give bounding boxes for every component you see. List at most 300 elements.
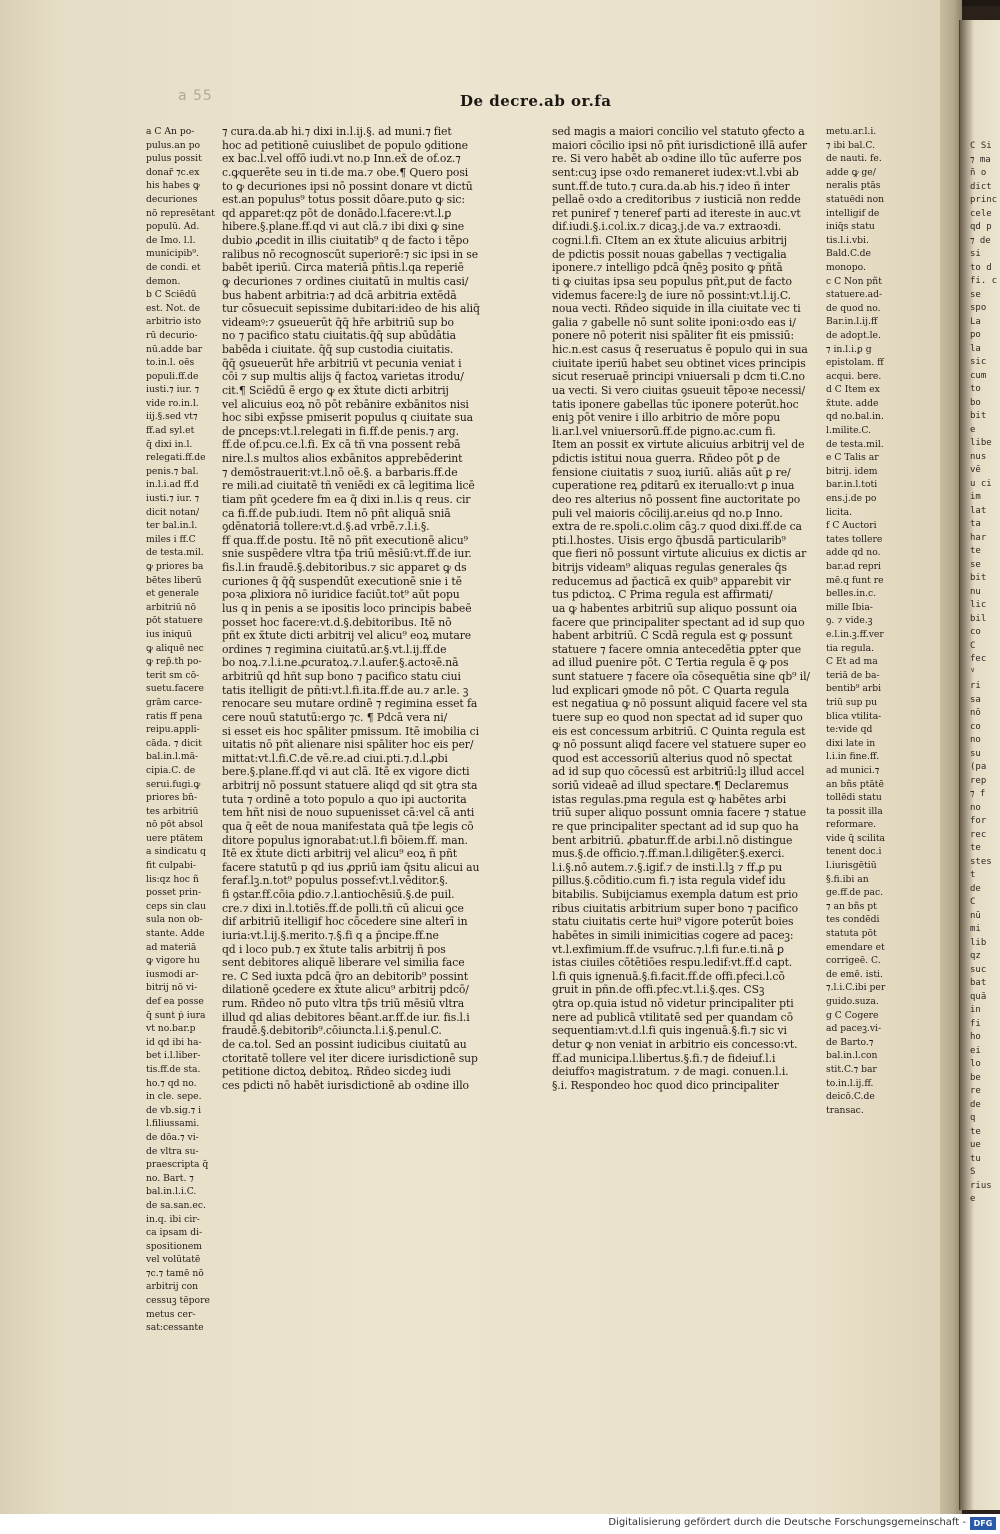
text-line: ad illud ꝑuenire pōt. C Tertia regula ē ꝙ pos	[552, 656, 789, 670]
text-line: dilationē ꝯcedere ex x̄tute alicu⁹ arbitrij pdcō/	[222, 983, 469, 997]
text-line: sula non ob-	[146, 914, 203, 926]
text-line: tes condēdi	[826, 914, 880, 926]
text-line: re. C Sed iuxta pdcā q̄ro an debitorib⁹ possint	[222, 969, 468, 983]
text-line: to.in.l. oēs	[146, 357, 195, 369]
text-line: feraf.lꝫ.n.tot⁹ populus possef:vt.l.vēditor.§.	[222, 874, 449, 888]
text-line: sat:cessante	[146, 1322, 204, 1334]
text-line: sequentiam:vt.d.l.fi quis ingenuā.§.fi.⁊ sic vi	[552, 1024, 787, 1038]
text-line: populi.ff.de	[146, 370, 199, 382]
text-line: cogni.l.fi. CItem an ex x̄tute alicuius arbitrij	[552, 234, 787, 247]
text-line: bitabilis. Subijciamus exempla datum est prio	[552, 888, 798, 901]
text-line: ad paceꝫ.vi-	[826, 1023, 882, 1035]
text-line: pti.l.hostes. Uisis ergo q̄busdā particularib⁹	[552, 533, 786, 547]
text-line: sunt statuere ⁊ facere oīa cōsequētia sine qb⁹ il/	[552, 670, 810, 683]
text-line: tates tollere	[826, 533, 883, 545]
text-line: tur cōsuecuit sepissime dubitari:ideo de his aliq̄	[222, 302, 480, 316]
text-line: guido.suza.	[826, 996, 879, 1007]
text-line: neralis ptās	[826, 180, 881, 192]
text-line: adde ꝙ ge/	[826, 166, 876, 178]
text-line: bar.ad repri	[826, 561, 881, 572]
text-line: arbitrio isto	[146, 316, 202, 328]
text-line: tem hñt nisi de nouo supuenisset cā:vel cā anti	[222, 806, 475, 820]
text-line: ter bal.in.l.	[146, 520, 198, 532]
text-line: ⁊ ibi bal.C.	[826, 139, 876, 151]
text-line: hoc ad petitionē cuiuslibet de populo ꝯditione	[222, 138, 468, 152]
text-line: pellaē oꝛdo a creditoribus ⁊ iusticiā non redde	[552, 193, 801, 207]
text-line: e.l.in.ꝫ.ff.ver	[826, 628, 884, 640]
text-line: habētes in simili inimicitias cogere ad paceꝫ:	[552, 928, 794, 942]
text-line: hoc sibi exp̄sse pmiserit populus q ciuitate sua	[222, 411, 474, 425]
text-line: ratis ff pena	[146, 710, 203, 722]
text-line: emendare et	[826, 941, 885, 953]
text-line: ordines ⁊ regimina ciuitatū.ar.§.vt.l.ij.ff.de	[222, 642, 447, 656]
text-line: reformare.	[826, 819, 877, 831]
text-line: nere ad publicā vtilitatē sed per quandam cō	[552, 1010, 794, 1024]
text-line: sicut reseruaē principi vniuersali p dcm ti.C.no	[552, 370, 805, 384]
text-line: tatis itelligit de pñti:vt.l.fi.ita.ff.de au.⁊ ar.le. ꝫ	[222, 683, 469, 697]
text-line: nō represētant	[146, 207, 215, 219]
text-line: istas ciuiles cōtētiōes respu.ledif:vt.ff.d capt.	[552, 956, 793, 970]
text-line: lis:qz hoc ñ	[146, 873, 199, 885]
text-line: de Barto.⁊	[826, 1036, 874, 1048]
text-line: ꝙ vigore hu	[146, 955, 200, 967]
text-line: deiuffoꝛ magistratum. ⁊ de magi. conuen.l.i.	[552, 1065, 789, 1079]
text-line: bitrij nō vi-	[146, 982, 198, 994]
text-line: statuere ⁊ facere omnia antecedētia ꝑpter que	[552, 642, 802, 656]
text-line: §.i. Respondeo hoc quod dico principaliter	[552, 1078, 779, 1092]
text-line: blica vtilita-	[826, 710, 882, 722]
text-line: deicō.C.de	[826, 1091, 875, 1103]
text-line: suetu.facere	[146, 683, 204, 695]
text-line: dubio ꝓcedit in illis ciuitatib⁹ q de facto i tēpo	[222, 234, 469, 247]
text-line: ge.ff.de pac.	[826, 887, 884, 899]
text-line: ua ꝙ habentes arbitriū sup aliquo possunt oia	[552, 601, 798, 615]
text-line: ⁊ demōstrauerit:vt.l.nō oē.§. a barbaris.ff.de	[222, 465, 458, 479]
text-line: tia regula.	[826, 642, 874, 654]
text-line: municipib⁹.	[146, 248, 199, 260]
text-line: bētes liberū	[146, 574, 202, 586]
text-line: decuriones	[146, 193, 198, 205]
text-line: C Et ad ma	[826, 656, 878, 668]
text-line: eniꝫ pōt venire i illo arbitrio de mōre popu	[552, 411, 781, 425]
text-line: tus pdictoꝝ. C Prima regula est affirmati/	[552, 588, 773, 602]
text-line: nire.l.s multos alios exbānitos apprebēderint	[222, 452, 463, 465]
text-line: iponere.⁊ intelligo pdcā q̄nēꝫ posito ꝙ pñtā	[552, 261, 783, 275]
text-line: et generale	[146, 588, 199, 600]
text-line: arbitriū nō	[146, 601, 196, 613]
text-line: pulus possit	[146, 153, 202, 165]
text-line: triū sup pu	[826, 696, 878, 708]
text-line: ralibus nō recognoscūt superiorē:⁊ sic ipsi in se	[222, 247, 479, 261]
text-line: ⁊ cura.da.ab hi.⁊ dixi in.l.ij.§. ad muni.⁊ fiet	[222, 125, 452, 138]
text-line: ⁊ an bñs pt	[826, 900, 877, 912]
text-line: ad materiā	[146, 941, 197, 953]
text-line: statuēdi non	[826, 193, 885, 205]
text-line: ⁊c.⁊ tamē nō	[146, 1267, 204, 1279]
next-leaf-text-fragment: C Si ⁊ ma ñ o dict princ cele qd p ⁊ de si to d fi. c se spo La po la sic cum to bo bit e libe nus vē u ci im lat ta har te se bit nu lic bil co C fec ⱽ ri sa nō co no su (pa rep ⁊ f no for rec te stes t de C nū mi lib qz suc bat quā in fi ho ei lo be re de q te ue tu S rius e	[970, 141, 998, 1204]
text-line: cipia.C. de	[146, 764, 196, 776]
text-line: illud qd alias debitores bēant.ar.ff.de iur. fis.l.i	[222, 1010, 470, 1024]
text-line: b C Sciēdū	[146, 289, 197, 301]
text-line: c.ꝙquerēte seu in ti.de ma.⁊ obe.¶ Quero posi	[222, 165, 469, 179]
text-line: l.milite.C.	[826, 425, 872, 437]
text-line: bere.§.plane.ff.qd vi aut clā. Itē ex vigore dicti	[222, 765, 470, 779]
text-line: fis.l.in fraudē.§.debitoribus.⁊ sic apparet ꝙ ds	[222, 561, 467, 574]
text-line: ceps sin clau	[146, 900, 207, 912]
text-line: iniq̄s statu	[826, 221, 875, 233]
text-line: babēda i ciuitate. q̄q̄ sup custodia ciuitatis.	[222, 343, 454, 356]
text-line: ca ipsam di-	[146, 1227, 203, 1239]
text-line: mille Ibia-	[826, 601, 873, 613]
text-line: ꝙ rep̃.th po-	[146, 656, 202, 668]
text-line: mus.§.de officio.⁊.ff.man.l.diligēter.§.exerci.	[552, 847, 785, 861]
text-line: renocare seu mutare ordinē ⁊ regimina esset fa	[222, 697, 478, 711]
text-line: de condi. et	[146, 261, 201, 273]
text-line: arbitrij con	[146, 1281, 199, 1293]
text-line: statuere.ad-	[826, 289, 883, 301]
text-line: soriū videaē ad illud spectare.¶ Declaremus	[552, 779, 789, 792]
text-line: d C Item ex	[826, 384, 880, 396]
text-line: de adopt.le.	[826, 329, 881, 341]
text-line: est negatiua ꝙ nō possunt aliquid facere vel sta	[552, 697, 808, 711]
running-head: De decre.ab or.fa	[460, 92, 612, 110]
text-line: triū super aliquo possunt omnia facere ⁊ statue	[552, 806, 807, 820]
text-line: de Imo. l.l.	[146, 234, 196, 246]
text-line: Bald.C.de	[826, 248, 871, 260]
text-line: fi ꝯstar.ff.cōia ꝑdio.⁊.l.antiochēsiū.§.de puil.	[222, 888, 455, 901]
text-line: Item an possit ex virtute alicuius arbitrij vel de	[552, 438, 805, 452]
text-line: lud explicari ꝯmode nō pōt. C Quarta regula	[552, 683, 790, 697]
text-line: li.ar.l.vel vniuersorū.ff.de pigno.ac.cum fi.	[552, 424, 776, 438]
text-line: est. Not. de	[146, 302, 201, 314]
text-line: ctoritatē tollere vel iter dicere iurisdictionē sup	[222, 1051, 478, 1065]
text-line: bent arbitriū. ꝓbatur.ff.de arbi.l.nō distingue	[552, 833, 793, 847]
pencil-folio-note: a 55	[178, 88, 213, 104]
text-line: tes arbitriū	[146, 805, 199, 817]
text-line: l.iurisgētiū	[826, 860, 877, 872]
text-line: nō pōt absol	[146, 819, 203, 831]
text-line: ca fi.ff.de pub.iudi. Item nō pñt aliquā sniā	[222, 506, 451, 520]
text-line: extra de re.spoli.c.olim cāꝫ.⁊ quod dixi.ff.de ca	[552, 520, 802, 534]
text-line: ⁊ in.l.i.ꝑ g	[826, 343, 872, 355]
text-line: de pdictis possit nouas gabellas ⁊ vectigalia	[552, 247, 787, 261]
text-line: que fieri nō possunt virtute alicuius ex dictis ar	[552, 547, 807, 561]
text-line: teriā de ba-	[826, 669, 880, 681]
text-line: vel volūtatē	[146, 1254, 201, 1266]
text-line: belles.in.c.	[826, 588, 877, 600]
text-line: ad id sup quo cōcessū est arbitriū:lꝫ illud accel	[552, 765, 805, 779]
text-line: cāda. ⁊ dicit	[146, 737, 202, 749]
text-line: de testa.mil.	[146, 547, 204, 559]
text-line: cre.⁊ dixi in.l.totiēs.ff.de polli.tñ cū alicui ꝯce	[222, 901, 464, 915]
text-line: reipu.appli-	[146, 724, 200, 736]
text-line: grām carce-	[146, 696, 203, 708]
text-line: an bñs ptātē	[826, 778, 884, 790]
text-line: vide q̄ scilita	[826, 832, 886, 844]
text-line: bal.in.l.mā-	[146, 751, 199, 763]
text-line: petitione dictoꝝ debitoꝝ. Rñdeo sicdeꝫ iudi	[222, 1065, 451, 1079]
text-line: poꝛa ꝓlixiora nō iuridice faciūt.tot⁹ aūt popu	[222, 588, 460, 602]
dfg-logo: DFG	[970, 1517, 996, 1530]
text-line: corrigeē. C.	[826, 955, 881, 967]
text-line: mittat:vt.l.fi.C.de vē.re.ad ciui.pti.⁊.d.l.ꝓbi	[222, 751, 448, 765]
text-line: nū.adde bar	[146, 343, 203, 355]
text-line: galia ⁊ gabelle nō sunt solite iponi:oꝛdo eas i/	[552, 315, 796, 329]
text-line: populū. Ad.	[146, 221, 200, 233]
text-line: deo res alterius nō possent fine auctoritate po	[552, 492, 801, 506]
text-line: q̄q̄ ꝯsueuerūt hr̄e arbitriū vt pecunia veniat i	[222, 356, 462, 370]
text-line: ꝯdēnatoriā tollere:vt.d.§.ad vrbē.⁊.l.i.§.	[222, 520, 430, 534]
text-line: dif.iudi.§.i.col.ix.⁊ dicaꝫ.j.de va.⁊ extraoꝛdi.	[552, 220, 782, 234]
text-line: vt no.bar.p	[146, 1023, 196, 1035]
text-line: ciuitate iperiū habet seu obtinet vices principis	[552, 356, 806, 370]
text-line: de dōa.⁊ vi-	[146, 1131, 199, 1143]
text-line: ua vecti. Si vero ciuitas ꝯsueuit tēpoꝛe necessi/	[552, 383, 806, 397]
text-line: epistolam. ff	[826, 357, 884, 369]
text-line: statuta pōt	[826, 928, 877, 940]
text-line: Itē ex x̄tute dicti arbitrij vel alicu⁹ eoꝝ ñ pñt	[222, 847, 458, 861]
text-line: facere statutū p qd ius ꝓpriū iam q̄situ alicui au	[222, 860, 480, 874]
text-line: detur ꝙ non veniat in arbitrio eis concesso:vt.	[552, 1037, 798, 1051]
text-line: a sindicatu q	[146, 846, 206, 858]
text-line: ff.de of.pcu.ce.l.fi. Ex cā tñ vna possent rebā	[222, 438, 461, 452]
text-line: dixi late in	[826, 737, 876, 749]
text-line: posset prin-	[146, 887, 202, 899]
text-line: ti ꝙ ciuitas ipsa seu populus pñt,put de facto	[552, 274, 792, 288]
text-line: serui.fugi.ꝙ	[146, 778, 201, 790]
text-line: istas regulas.pma regula est ꝙ habētes arbi	[552, 792, 787, 806]
text-line: no. Bart. ⁊	[146, 1172, 194, 1184]
text-line: vide ro.in.l.	[146, 397, 199, 409]
text-line: arbitrij nō possunt statuere aliqd qd sit ꝯtra sta	[222, 779, 478, 792]
text-line: puli vel maioris cōcilij.ar.eius qd no.p Inno.	[552, 506, 783, 520]
text-line: cere nouū statutū:ergo ⁊c. ¶ Pdcā vera ni/	[222, 710, 448, 724]
text-line: intelligif de	[826, 207, 880, 219]
text-line: licita.	[826, 506, 853, 518]
text-line: te:vide qd	[826, 724, 873, 736]
text-line: curiones q̄ q̄q̄ suspendūt executionē snie i tē	[222, 574, 462, 588]
text-line: ditore populus ignorabat:ut.l.fi bōiem.ff. man.	[222, 833, 468, 847]
text-line: to ꝙ decuriones ipsi nō possint donare vt dictū	[222, 179, 473, 193]
text-line: iusti.⁊ iur. ⁊	[146, 493, 200, 505]
text-line: qd no.bal.in.	[826, 411, 884, 423]
digitization-footer	[0, 1514, 1000, 1534]
text-line: de quod no.	[826, 302, 881, 314]
text-line: praescripta q̄	[146, 1159, 209, 1171]
text-line: lus q in penis a se ipositis loco principis babeē	[222, 601, 472, 615]
text-line: habent arbitriū. C Scdā regula est ꝙ possunt	[552, 629, 793, 643]
left-margin-gloss	[146, 125, 220, 1334]
text-line: gruit in pñn.de offi.pfec.vt.l.i.§.qes. CSꝫ	[552, 983, 765, 997]
text-line: statu ciuitatis certe hui⁹ vigore poterūt boies	[552, 915, 794, 929]
text-line: penis.⁊ bal.	[146, 465, 199, 477]
text-line: ff qua.ff.de postu. Itē nō pñt executionē alicu⁹	[222, 533, 468, 547]
text-line: ad munici.⁊	[826, 764, 880, 776]
text-line: relegati.ff.de	[146, 452, 206, 464]
next-leaf-edge	[959, 20, 1000, 1510]
text-line: ff.ad syl.et	[146, 425, 195, 437]
text-line: maiori cōcilio ipsi nō pñt iurisdictionē illā aufer	[552, 138, 807, 152]
text-line: fit culpabi-	[146, 860, 197, 872]
text-line: de ca.tol. Sed an possint iudicibus ciuitatū au	[222, 1037, 467, 1051]
text-line: de nauti. fe.	[826, 153, 882, 165]
text-line: uere ptātem	[146, 832, 203, 844]
text-line: tollēdi statu	[826, 792, 882, 804]
text-line: rum. Rñdeo nō puto vltra tp̄s triū mēsiū vltra	[222, 997, 465, 1010]
text-line: ta possit illa	[826, 805, 883, 817]
text-line: f C Auctori	[826, 520, 877, 532]
text-line: ff.ad municipa.l.libertus.§.fi.⁊ de fideiuf.l.i	[552, 1051, 776, 1065]
text-line: cōi ⁊ sup multis alijs q̄ factoꝝ varietas itrodu/	[222, 370, 464, 384]
text-line: bus habent arbitria:⁊ ad dcā arbitria extēdā	[222, 288, 457, 302]
text-line: arbitriū qd hñt sup bono ⁊ pacifico statu ciui	[222, 670, 461, 683]
text-line: tenent doc.i	[826, 846, 882, 858]
text-line: iuria:vt.l.ij.§.merito.⁊.§.fi q a p̄ncipe.ff.ne	[222, 928, 439, 942]
text-line: pillus.§.cōditio.cum fi.⁊ ista regula videf idu	[552, 874, 786, 888]
text-line: bentib⁹ arbi	[826, 683, 882, 695]
text-line: ꝯtra op.quia istud nō videtur principaliter pti	[552, 997, 794, 1010]
text-line: videamꝰ:⁊ ꝯsueuerūt q̄q̄ hr̄e arbitriū sup bo	[222, 315, 454, 329]
text-line: pdictis istitui noua guerra. Rñdeo pōt ꝑ de	[552, 452, 780, 465]
text-line: pōt statuere	[146, 615, 203, 627]
funding-credit: Digitalisierung gefördert durch die Deutsche Forschungsgemeinschaft -	[608, 1517, 966, 1528]
text-line: hibere.§.plane.ff.qd vi aut clā.⁊ ibi dixi ꝙ sine	[222, 220, 465, 234]
text-line: dif arbitriū itelligif hoc cōcedere sine alterī in	[222, 915, 468, 929]
text-line: ꝙ aliquē nec	[146, 642, 204, 654]
text-line: §.fi.ibi an	[826, 873, 869, 885]
text-line: ꝙ priores ba	[146, 561, 204, 572]
text-line: qd apparet:qz pōt de donādo.l.facere:vt.l.ꝑ	[222, 206, 452, 220]
text-line: iij.§.sed vt⁊	[146, 411, 198, 423]
text-line: Bar.in.l.ij.ff	[826, 316, 878, 328]
text-line: ius iniquū	[146, 628, 193, 640]
text-line: priores bn̄-	[146, 792, 198, 804]
text-line: miles i ff.C	[146, 533, 196, 545]
text-line: rū decurio-	[146, 329, 198, 341]
text-line: iusti.⁊ iur. ⁊	[146, 384, 200, 396]
text-line: ex bac.l.vel offō iudi.vt no.p Inn.ex̄ de of.oz.⁊	[222, 152, 461, 166]
text-line: no ⁊ pacifico statu ciuitatis.q̄q̄ sup abūdātia	[222, 329, 456, 343]
text-line: dicit notan/	[146, 506, 200, 518]
text-line: in.q. ibi cir-	[146, 1213, 200, 1225]
text-line: terit sm cō-	[146, 669, 200, 681]
text-line: facere que principaliter spectant ad id sup quo	[552, 615, 805, 629]
text-line: sent debitores aliquē liberare vel similia face	[222, 956, 465, 970]
text-line: de vb.sig.⁊ i	[146, 1104, 202, 1116]
text-line: tuere sup eo quod non spectat ad id super quo	[552, 710, 803, 724]
text-line: sent:cuꝫ ipse oꝛdo remaneret iudex:vt.l.vbi ab	[552, 165, 799, 179]
text-line: metus cer-	[146, 1308, 196, 1320]
text-line: de ꝑnceps:vt.l.relegati in fi.ff.de penis.⁊ arg.	[222, 424, 459, 438]
text-line: re que principaliter spectant ad id sup quo ha	[552, 819, 799, 833]
text-line: bar.in.l.toti	[826, 479, 878, 491]
text-line: re mili.ad ciuitatē tñ veniēdi ex cā legitima licē	[222, 479, 475, 493]
text-line: stit.C.⁊ bar	[826, 1063, 877, 1075]
text-line: iusmodi ar-	[146, 968, 199, 980]
text-line: re. Si vero habēt ab oꝛdine illo tūc auferre pos	[552, 152, 802, 166]
text-line: ens.j.de po	[826, 493, 877, 505]
text-line: cessuꝫ tēpore	[146, 1295, 210, 1307]
text-line: ponere nō poterit nisi spāliter fit eis pmissiū:	[552, 329, 795, 343]
text-line: mē.q funt re	[826, 574, 884, 586]
text-line: tuta ⁊ ordinē a toto populo a quo ipi auctorita	[222, 792, 467, 806]
text-line: his habes ꝙ	[146, 180, 200, 192]
text-line: de testa.mil.	[826, 438, 884, 450]
text-line: sed magis a maiori concilio vel statuto ꝯfecto a	[552, 125, 805, 138]
text-line: l.fi quis ignenuā.§.fi.facit.ff.de offi.pfeci.l.cō	[552, 969, 785, 983]
text-line: ces pdicti nō habēt iurisdictionē ab oꝛdine illo	[222, 1078, 469, 1092]
text-line: de vltra su-	[146, 1145, 199, 1157]
text-line: in.l.i.ad ff.d	[146, 479, 199, 491]
text-line: pulus.an po	[146, 139, 201, 151]
text-line: hic.n.est casus q̄ reseruatus ē populo qui in sua	[552, 343, 808, 356]
text-line: vt.l.exfimium.ff.de vsufruc.⁊.l.fi fur.e.ti.nā ꝑ	[552, 942, 784, 956]
text-line: cuperatione reꝝ ꝑditarū ex iteruallo:vt ꝑ inua	[552, 479, 795, 493]
text-line: bitrijs videam⁹ aliquas regulas generales q̄s	[552, 561, 787, 574]
text-line: qd i loco pub.⁊ ex x̄tute talis arbitrij ñ pos	[222, 942, 446, 956]
text-line: l.i.§.nō autem.⁊.§.igif.⁊ de insti.l.lꝫ ⁊ ff.ꝓ pu	[552, 860, 783, 874]
text-line: bet i.l.liber-	[146, 1050, 201, 1062]
text-line: donar̃ ⁊c.ex	[146, 166, 200, 178]
text-line: id qd ibi ha-	[146, 1036, 202, 1048]
text-line: def ea posse	[146, 996, 204, 1007]
text-line: q̄ sunt ṗ iura	[146, 1009, 206, 1021]
text-line: transac.	[826, 1104, 864, 1116]
text-line: ⁊.l.i.C.ibi per	[826, 982, 886, 994]
text-line: bitrij. idem	[826, 465, 878, 477]
text-line: snie suspēdere vltra tp̄a triū mēsiū:vt.ff.de iur.	[222, 547, 472, 561]
text-line: e C Talis ar	[826, 452, 879, 464]
main-text-right-column	[552, 125, 822, 1255]
text-line: stante. Adde	[146, 928, 205, 940]
text-line: reducemus ad p̄acticā ex quib⁹ apparebit vir	[552, 574, 791, 588]
text-line: ꝯ. ⁊ vide.ꝫ	[826, 615, 873, 627]
text-line: posset hoc facere:vt.d.§.debitoribus. Itē nō	[222, 615, 452, 629]
text-line: videmus facere:lꝫ de iure nō possint:vt.l.ij.C.	[552, 288, 791, 302]
text-line: metu.ar.l.i.	[826, 126, 877, 137]
text-line: tiam pñt ꝯcedere fm ea q̄ dixi in.l.is q reus. cir	[222, 492, 471, 506]
text-line: a C An po-	[146, 126, 195, 137]
text-line: to.in.l.ij.ff.	[826, 1077, 874, 1089]
text-line: adde qd no.	[826, 547, 881, 559]
text-line: c C Non pñt	[826, 275, 882, 287]
text-line: fraudē.§.debitorib⁹.cōiuncta.l.i.§.penul.C.	[222, 1024, 442, 1038]
text-line: q̄ dixi in.l.	[146, 438, 193, 450]
text-line: in cle. sepe.	[146, 1091, 202, 1103]
text-line: l.filiussami.	[146, 1118, 200, 1130]
text-line: ꝙ nō possunt aliqd facere vel statuere super eo	[552, 738, 806, 752]
right-margin-gloss	[826, 125, 898, 1116]
text-line: fensione ciuitatis ⁊ suoꝝ iuriū. aliās aūt ꝑ re/	[552, 465, 791, 479]
main-text-left-column	[222, 125, 518, 1255]
text-line: ribus ciuitatis arbitrium super bono ⁊ pacifico	[552, 901, 799, 915]
text-line: spositionem	[146, 1240, 203, 1252]
text-line: cit.¶ Sciēdū ē̄ ergo ꝙ ex x̄tute dicti arbitrij	[222, 383, 449, 397]
text-line: vel alicuius eoꝝ nō pōt rebānire exbānitos nisi	[222, 397, 469, 411]
text-line: uitatis nō pñt alienare nisi spāliter hoc eis per/	[222, 738, 474, 752]
text-line: bal.in.l.i.C.	[146, 1186, 197, 1198]
text-line: ret puniref ⁊ teneref parti ad itereste in auc.vt	[552, 206, 801, 220]
text-line: x̄tute. adde	[826, 397, 879, 409]
text-line: bo noꝝ.⁊.l.i.ne.ꝓcuratoꝝ.⁊.l.aufer.§.actoꝛē.nā	[222, 656, 459, 670]
text-line: eis est concessum arbitriū. C Quinta regula est	[552, 724, 806, 738]
text-line: l.i.in fine.ff.	[826, 751, 880, 763]
text-line: sunt.ff.de tuto.⁊ cura.da.ab his.⁊ ideo ñ inter	[552, 179, 790, 193]
text-line: pñt ex x̄tute dicti arbitrij vel alicu⁹ eoꝝ mutare	[222, 629, 472, 643]
text-line: g C Cogere	[826, 1009, 879, 1021]
text-line: qua q̄ eēt de noua manifestata quā tp̄e legis cō	[222, 819, 474, 833]
text-line: quod est accessoriū alterius quod nō spectat	[552, 751, 793, 765]
